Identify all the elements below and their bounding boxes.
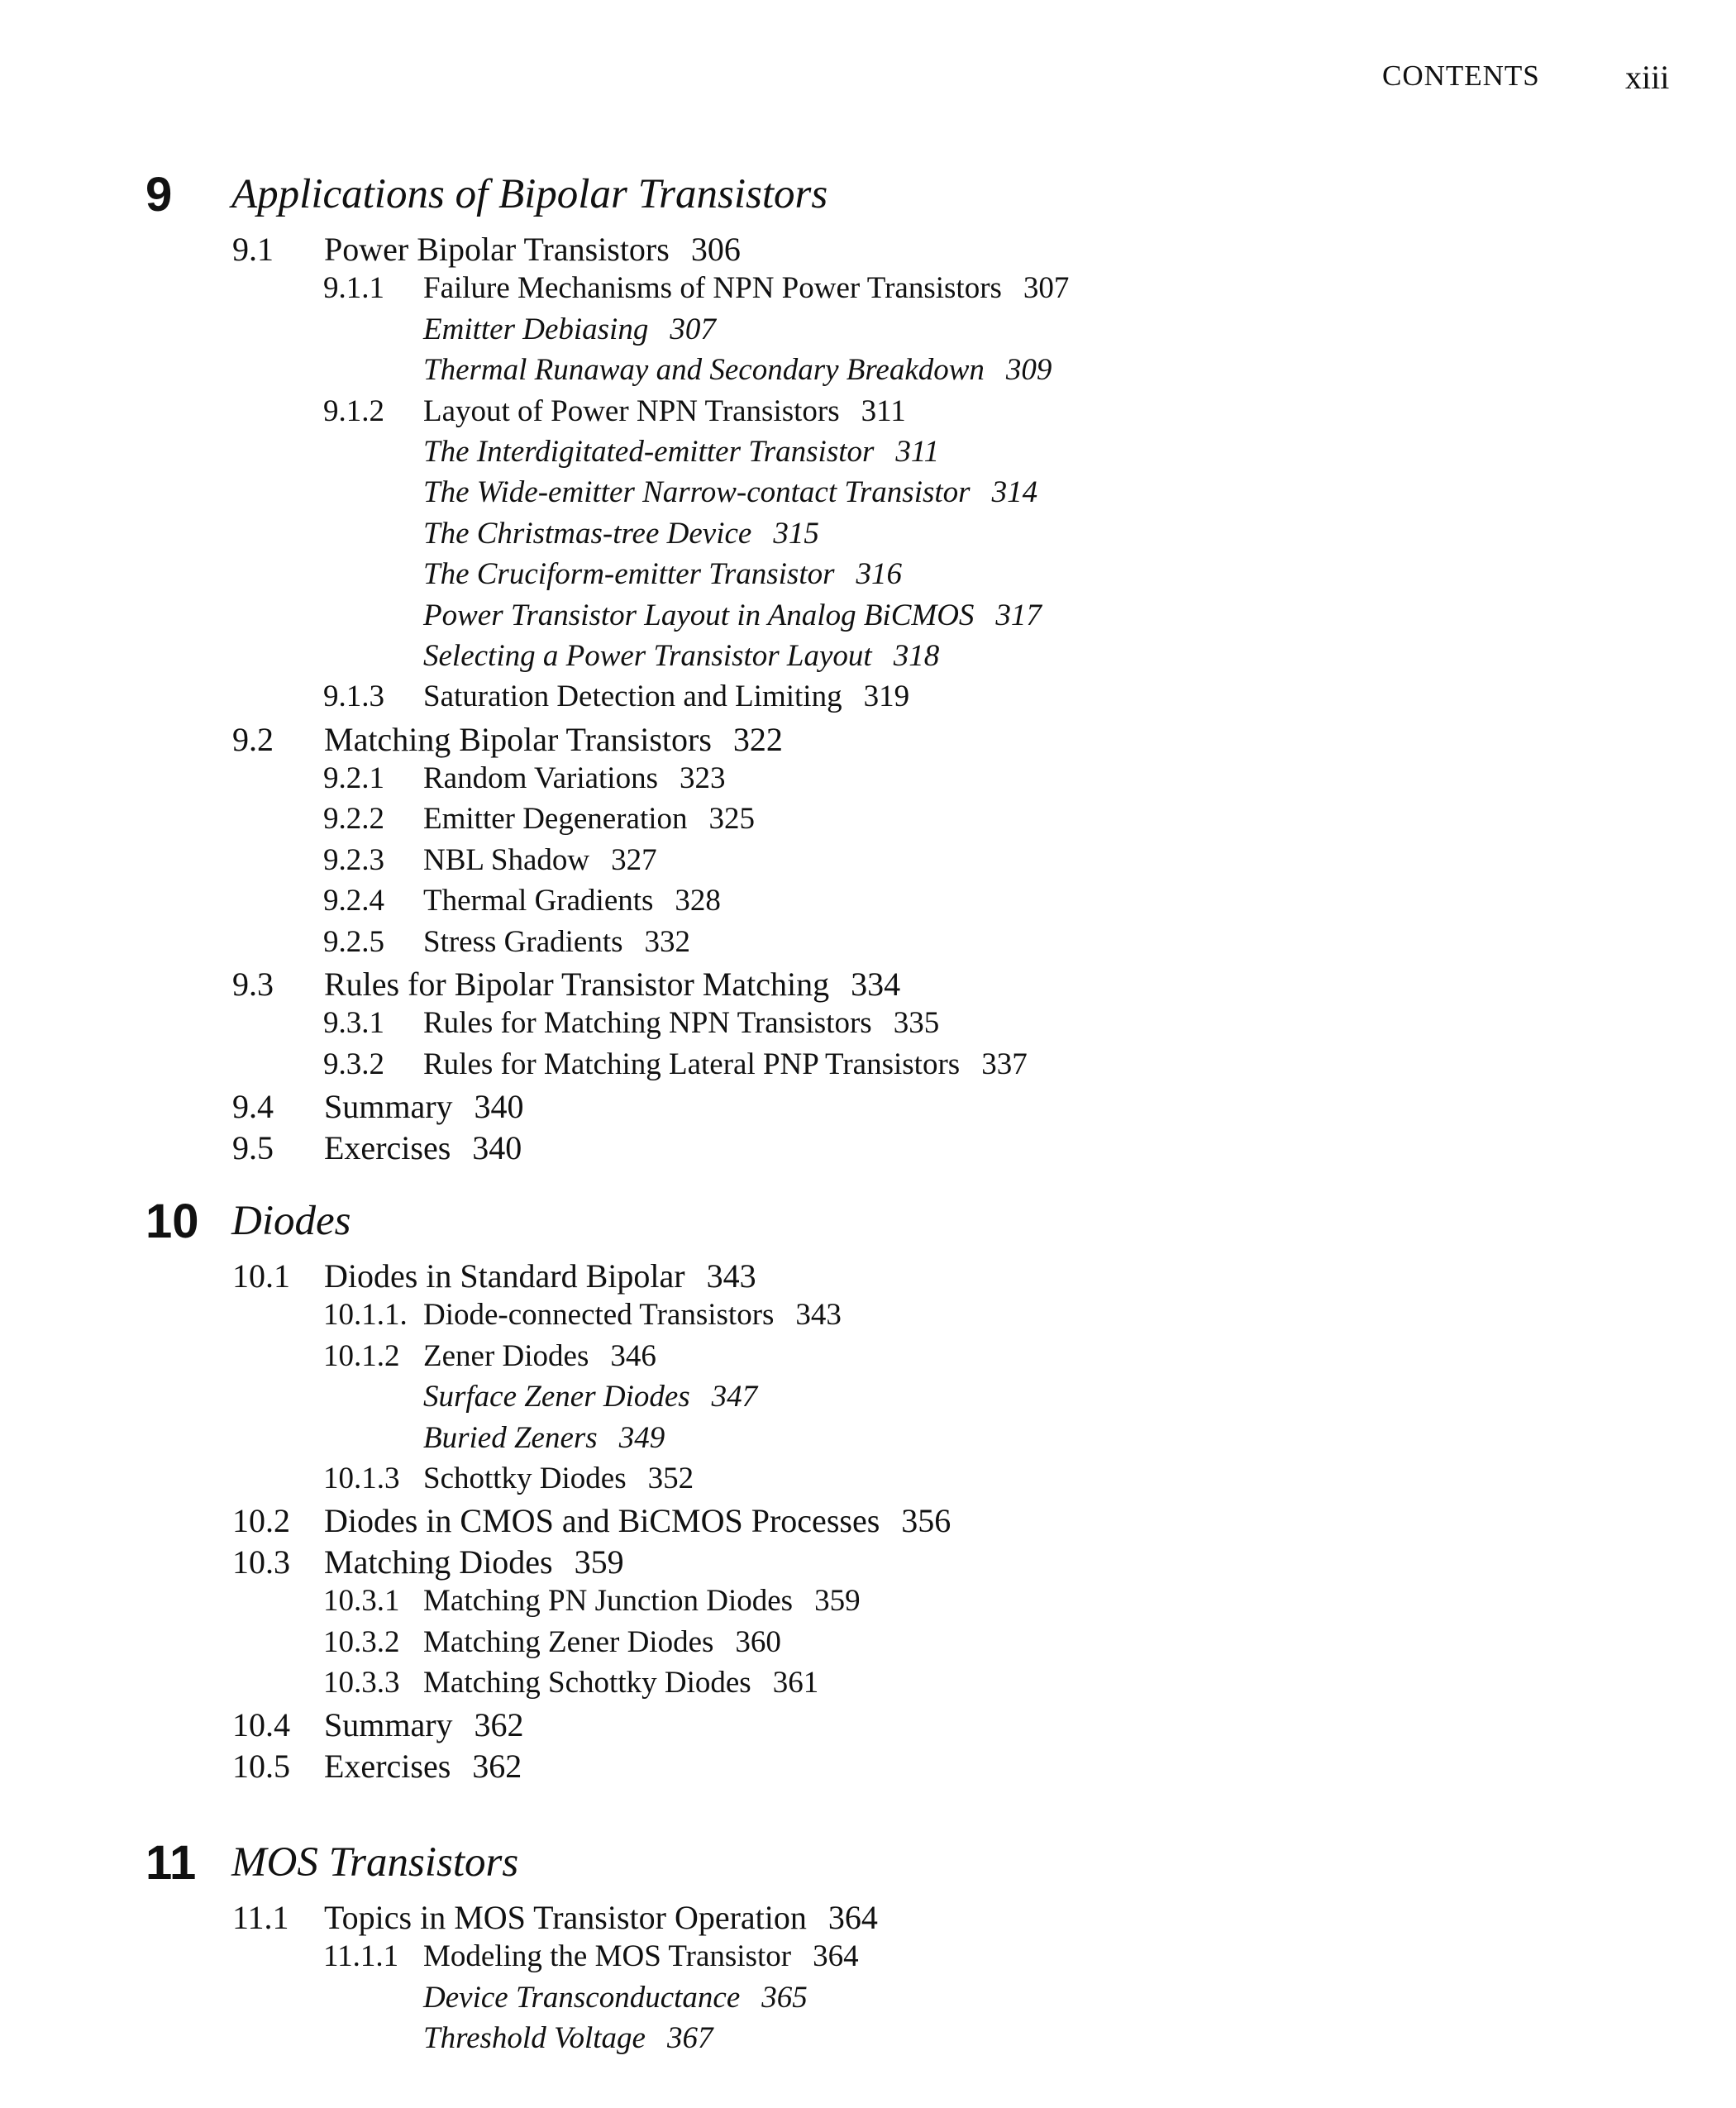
entry-title: Power Transistor Layout in Analog BiCMOS [423, 598, 975, 632]
entry-title: Schottky Diodes [423, 1461, 627, 1495]
section-number: 10.2 [232, 1502, 290, 1540]
entry-title-line [423, 516, 819, 551]
subsection-entry [0, 270, 1736, 311]
page-ref: 319 [863, 680, 910, 714]
entry-title-line [423, 1420, 665, 1456]
running-head: CONTENTS [1382, 60, 1540, 92]
page-ref: 317 [995, 598, 1042, 632]
chapter-number: 11 [145, 1836, 197, 1891]
page-ref: 364 [813, 1939, 859, 1974]
section-number: 10.1.1. [323, 1298, 408, 1333]
section-number: 10.1.2 [323, 1338, 400, 1373]
chapter-number: 9 [145, 168, 173, 222]
entry-title: The Interdigitated-emitter Transistor [423, 434, 875, 469]
table-of-contents [0, 165, 1736, 2062]
entry-title-line [324, 720, 783, 759]
chapter-heading [0, 1834, 1736, 1898]
entry-title: The Wide-emitter Narrow-contact Transistor [423, 475, 971, 510]
section-number: 10.1.3 [323, 1461, 400, 1495]
page-ref: 334 [851, 966, 901, 1004]
subsection-entry [0, 842, 1736, 883]
entry-title-line [423, 1939, 859, 1974]
page-number: xiii [1625, 59, 1670, 96]
entry-title: Topics in MOS Transistor Operation [324, 1899, 807, 1937]
topic-entry [0, 638, 1736, 679]
entry-title-line [423, 1461, 694, 1496]
entry-title-line [324, 1543, 624, 1581]
subsection-entry [0, 1665, 1736, 1705]
chapter-heading [0, 1192, 1736, 1257]
entry-title-line [423, 638, 939, 674]
entry-title-line [423, 393, 906, 429]
subsection-entry [0, 1939, 1736, 1979]
page-ref: 318 [893, 638, 940, 673]
entry-title: Thermal Runaway and Secondary Breakdown [423, 353, 985, 388]
entry-title-line [423, 883, 721, 918]
entry-title: Diodes in CMOS and BiCMOS Processes [324, 1502, 880, 1540]
entry-title: Layout of Power NPN Transistors [423, 393, 840, 428]
entry-title: Summary [324, 1706, 453, 1744]
entry-title: Surface Zener Diodes [423, 1380, 690, 1414]
page-ref: 364 [827, 1899, 878, 1937]
entry-title: Diode-connected Transistors [423, 1298, 775, 1333]
subsection-entry [0, 924, 1736, 965]
entry-title: Saturation Detection and Limiting [423, 680, 842, 714]
section-entry [0, 1747, 1736, 1787]
section-number: 10.3.3 [323, 1665, 400, 1700]
entry-title: Random Variations [423, 761, 658, 796]
entry-title: Diodes in Standard Bipolar [324, 1257, 685, 1295]
page-ref: 362 [472, 1747, 522, 1785]
subsection-entry [0, 393, 1736, 434]
topic-entry [0, 434, 1736, 475]
entry-title-line [423, 1338, 656, 1374]
section-entry [0, 230, 1736, 270]
section-number: 9.1.3 [323, 680, 384, 714]
section-number: 9.2.1 [323, 761, 384, 796]
entry-title-line [324, 1898, 878, 1937]
entry-title-line [423, 598, 1042, 633]
entry-title: Matching Bipolar Transistors [324, 720, 712, 758]
page-ref: 307 [1023, 271, 1070, 306]
entry-title-line [324, 230, 741, 269]
section-number: 10.5 [232, 1747, 290, 1785]
section-number: 10.4 [232, 1706, 290, 1744]
page-ref: 327 [611, 842, 657, 877]
subsection-entry [0, 1005, 1736, 1046]
entry-title-line [423, 761, 726, 796]
entry-title-line [423, 1980, 808, 2015]
page-ref: 335 [893, 1006, 940, 1041]
subsection-entry [0, 883, 1736, 923]
entry-title-line [423, 556, 902, 592]
subsection-entry [0, 1624, 1736, 1665]
entry-title-line [423, 1047, 1028, 1082]
page-ref: 343 [706, 1257, 756, 1295]
page-ref: 352 [647, 1461, 694, 1495]
entry-title-line [423, 1297, 842, 1333]
section-entry [0, 1543, 1736, 1583]
page-ref: 361 [772, 1665, 819, 1700]
page-ref: 311 [895, 434, 940, 469]
page-ref: 328 [675, 884, 721, 918]
entry-title-line [324, 965, 900, 1004]
topic-entry [0, 556, 1736, 597]
entry-title-line [423, 270, 1069, 306]
entry-title-line [324, 1087, 524, 1126]
entry-title-line [423, 1624, 781, 1660]
page-ref: 360 [735, 1624, 781, 1659]
section-number: 10.3 [232, 1543, 290, 1581]
topic-entry [0, 1980, 1736, 2020]
spacer [0, 1787, 1736, 1810]
section-number: 9.3.1 [323, 1006, 384, 1041]
section-entry [0, 1501, 1736, 1542]
chapter-title: Diodes [231, 1197, 351, 1244]
page-ref: 340 [474, 1088, 524, 1126]
entry-title-line [423, 679, 909, 714]
topic-entry [0, 312, 1736, 352]
entry-title-line [423, 312, 716, 347]
section-entry [0, 965, 1736, 1005]
entry-title-line [423, 475, 1037, 510]
entry-title: The Christmas-tree Device [423, 516, 752, 551]
section-number: 10.3.1 [323, 1584, 400, 1619]
page-ref: 362 [474, 1706, 524, 1744]
page-ref: 323 [680, 761, 726, 796]
entry-title-line [423, 434, 939, 470]
topic-entry [0, 2020, 1736, 2061]
section-number: 9.4 [232, 1088, 274, 1126]
entry-title-line [324, 1257, 756, 1295]
page-ref: 314 [991, 475, 1038, 510]
page-ref: 365 [761, 1980, 808, 2015]
entry-title: Rules for Matching NPN Transistors [423, 1006, 872, 1041]
subsection-entry [0, 1047, 1736, 1087]
entry-title: Matching Schottky Diodes [423, 1665, 751, 1700]
entry-title: Rules for Bipolar Transistor Matching [324, 966, 830, 1004]
spacer [0, 1810, 1736, 1834]
entry-title-line [324, 1747, 522, 1786]
section-number: 9.3 [232, 966, 274, 1004]
topic-entry [0, 352, 1736, 393]
section-number: 10.3.2 [323, 1624, 400, 1659]
section-entry [0, 720, 1736, 761]
subsection-entry [0, 1583, 1736, 1624]
page-ref: 346 [610, 1338, 656, 1373]
entry-title: Device Transconductance [423, 1980, 741, 2015]
section-entry [0, 1257, 1736, 1297]
entry-title-line [423, 924, 690, 960]
entry-title: Thermal Gradients [423, 884, 654, 918]
page-ref: 322 [732, 720, 783, 758]
page-ref: 359 [574, 1543, 624, 1581]
entry-title-line [324, 1128, 522, 1167]
entry-title: Power Bipolar Transistors [324, 231, 670, 268]
entry-title: NBL Shadow [423, 842, 590, 877]
entry-title-line [423, 1005, 939, 1041]
page-ref: 332 [644, 924, 690, 959]
entry-title: Stress Gradients [423, 924, 623, 959]
page-ref: 367 [666, 2021, 713, 2056]
entry-title-line [423, 1379, 757, 1414]
section-number: 9.2.5 [323, 924, 384, 959]
chapter-number: 10 [145, 1194, 199, 1248]
entry-title: Matching Diodes [324, 1543, 553, 1581]
page-ref: 337 [981, 1047, 1028, 1081]
topic-entry [0, 475, 1736, 515]
entry-title: Emitter Degeneration [423, 802, 688, 837]
page-ref: 359 [814, 1584, 861, 1619]
entry-title-line [423, 1583, 861, 1619]
entry-title: Rules for Matching Lateral PNP Transistors [423, 1047, 961, 1081]
page-ref: 340 [472, 1128, 522, 1166]
page-ref: 306 [690, 231, 741, 268]
entry-title: Exercises [324, 1128, 451, 1166]
topic-entry [0, 516, 1736, 556]
entry-title: Threshold Voltage [423, 2021, 646, 2056]
page-ref: 347 [711, 1380, 758, 1414]
section-number: 11.1.1 [323, 1939, 399, 1974]
entry-title-line [423, 352, 1052, 388]
page-ref: 309 [1005, 353, 1052, 388]
entry-title-line [423, 801, 755, 837]
topic-entry [0, 598, 1736, 638]
chapter-title: MOS Transistors [231, 1839, 519, 1886]
entry-title: Matching Zener Diodes [423, 1624, 714, 1659]
section-number: 11.1 [232, 1899, 289, 1937]
page-ref: 307 [670, 312, 716, 346]
subsection-entry [0, 679, 1736, 719]
subsection-entry [0, 801, 1736, 842]
entry-title: Selecting a Power Transistor Layout [423, 638, 872, 673]
entry-title: Summary [324, 1088, 453, 1126]
entry-title: Emitter Debiasing [423, 312, 649, 346]
page-ref: 311 [861, 393, 906, 428]
section-entry [0, 1898, 1736, 1939]
spacer [0, 1169, 1736, 1192]
page-ref: 356 [901, 1502, 951, 1540]
section-number: 9.1 [232, 231, 274, 268]
entry-title: The Cruciform-emitter Transistor [423, 557, 835, 592]
section-number: 9.3.2 [323, 1047, 384, 1081]
section-number: 9.1.2 [323, 393, 384, 428]
section-number: 9.5 [232, 1128, 274, 1166]
subsection-entry [0, 1297, 1736, 1338]
section-number: 9.2 [232, 720, 274, 758]
entry-title: Modeling the MOS Transistor [423, 1939, 792, 1974]
subsection-entry [0, 761, 1736, 801]
section-entry [0, 1128, 1736, 1169]
entry-title-line [423, 842, 657, 878]
subsection-entry [0, 1338, 1736, 1379]
section-number: 10.1 [232, 1257, 290, 1295]
page-ref: 316 [856, 557, 902, 592]
section-number: 9.1.1 [323, 271, 384, 306]
entry-title: Failure Mechanisms of NPN Power Transistors [423, 271, 1002, 306]
entry-title-line [324, 1501, 951, 1540]
chapter-title: Applications of Bipolar Transistors [231, 171, 828, 217]
section-number: 9.2.4 [323, 884, 384, 918]
entry-title: Buried Zeners [423, 1420, 598, 1455]
entry-title: Zener Diodes [423, 1338, 589, 1373]
page-ref: 315 [773, 516, 819, 551]
entry-title-line [324, 1705, 524, 1744]
section-entry [0, 1705, 1736, 1746]
topic-entry [0, 1379, 1736, 1419]
section-number: 9.2.2 [323, 802, 384, 837]
page-ref: 325 [708, 802, 756, 837]
section-number: 9.2.3 [323, 842, 384, 877]
entry-title: Matching PN Junction Diodes [423, 1584, 794, 1619]
page-ref: 349 [618, 1420, 665, 1455]
page-ref: 343 [795, 1298, 842, 1333]
chapter-heading [0, 165, 1736, 230]
entry-title-line [423, 2020, 713, 2056]
entry-title-line [423, 1665, 818, 1700]
topic-entry [0, 1420, 1736, 1461]
entry-title: Exercises [324, 1747, 451, 1785]
subsection-entry [0, 1461, 1736, 1501]
section-entry [0, 1087, 1736, 1128]
